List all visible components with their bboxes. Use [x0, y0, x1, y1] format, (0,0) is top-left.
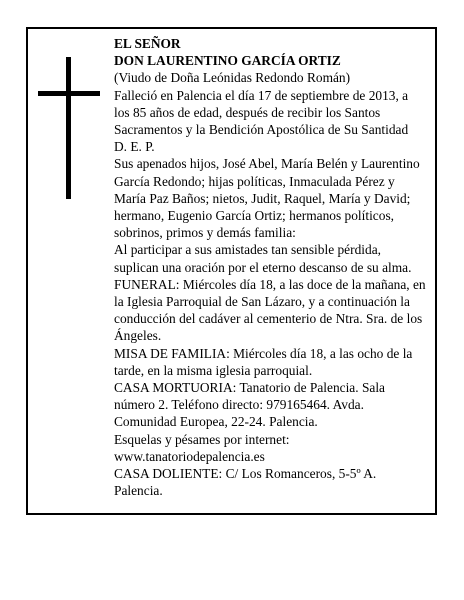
prayer-request: Al participar a sus amistades tan sensible pérdida, suplican una oración por el eterno descanso de su alma.	[114, 242, 412, 275]
rip-abbreviation: D. E. P.	[114, 139, 155, 155]
obituary-text	[114, 35, 426, 499]
online-condolences: Esquelas y pésames por internet:	[114, 431, 290, 447]
funeral-info: FUNERAL: Miércoles día 18, a las doce de la mañana, en la Iglesia Parroquial de San Lázaro, y a continuación la conducción del cadáver al cementerio de Ntra. Sra. de los Ángeles.	[114, 276, 426, 344]
website: www.tanatoriodepalencia.es	[114, 448, 265, 464]
cross-vertical-bar	[66, 57, 71, 199]
deceased-name: DON LAURENTINO GARCÍA ORTIZ	[114, 53, 341, 69]
cross-horizontal-bar	[38, 91, 100, 96]
funeral-home-info: CASA MORTUORIA: Tanatorio de Palencia. Sala número 2. Teléfono directo: 979165464. Avda. Comunidad Europea, 22-24. Palencia.	[114, 380, 385, 430]
family-mass-info: MISA DE FAMILIA: Miércoles día 18, a las ocho de la tarde, en la misma iglesia parroquial.	[114, 345, 413, 378]
mourning-house-info: CASA DOLIENTE: C/ Los Romanceros, 5-5º A. Palencia.	[114, 466, 377, 499]
title-line-1: EL SEÑOR	[114, 36, 181, 51]
family-list: Sus apenados hijos, José Abel, María Belén y Laurentino García Redondo; hijas políticas, Inmaculada Pérez y María Paz Baños; nietos, Judit, Raquel, María y David; hermano, Eugenio García Ortiz; hermanos políticos, sobrinos, primos y demás familia:	[114, 156, 420, 241]
widower-of: (Viudo de Doña Leónidas Redondo Román)	[114, 70, 351, 86]
cross-icon	[38, 57, 100, 199]
death-statement: Falleció en Palencia el día 17 de septiembre de 2013, a los 85 años de edad, después de recibir los Santos Sacramentos y la Bendición Apostólica de Su Santidad	[114, 87, 409, 138]
